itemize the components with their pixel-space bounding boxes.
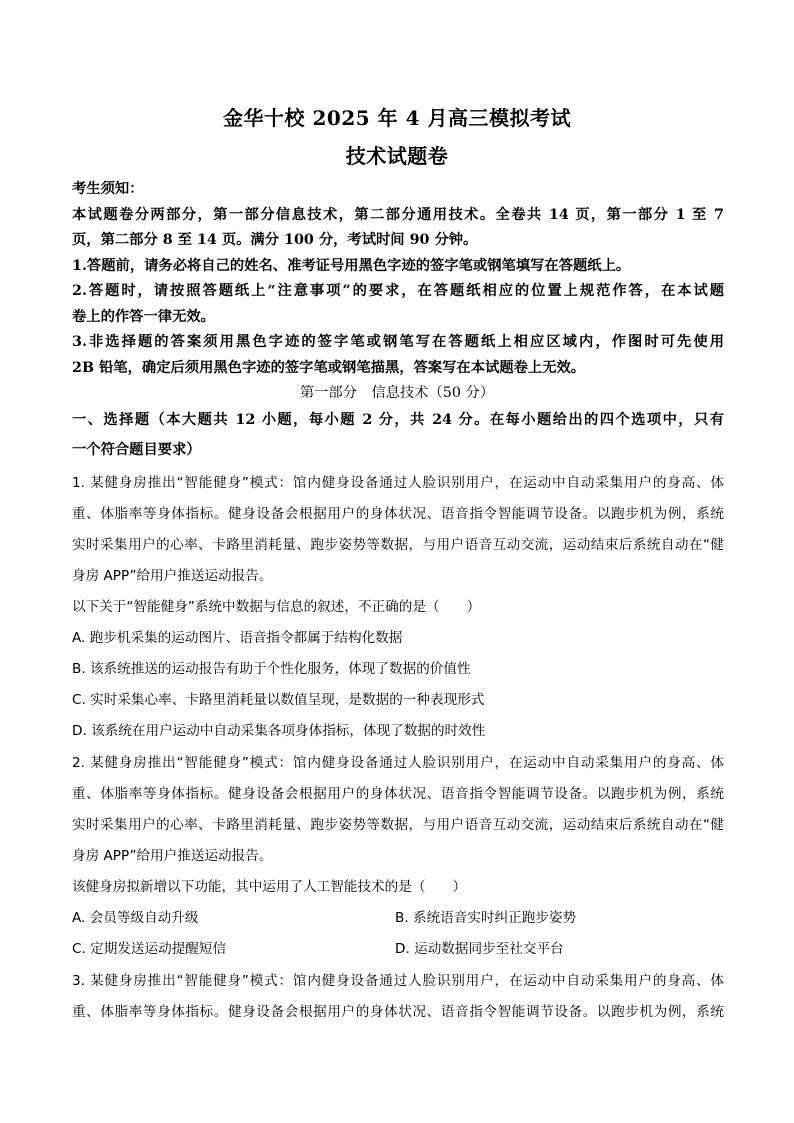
- notice-heading: 考生须知：: [72, 181, 144, 197]
- notice-line: 卷上的作答一律无效。: [72, 309, 215, 325]
- q2-question: 该健身房拟新增以下功能，其中运用了人工智能技术的是（ ）: [72, 879, 467, 895]
- q1-option-a: A. 跑步机采集的运动图片、语音指令都属于结构化数据: [72, 630, 403, 646]
- section-heading: 一、选择题（本大题共 12 小题，每小题 2 分，共 24 分。在每小题给出的四个选项中，只有: [72, 412, 724, 428]
- part-heading: 第一部分 信息技术（50 分）: [299, 385, 495, 401]
- q1-option-d: D. 该系统在用户运动中自动采集各项身体指标，体现了数据的时效性: [72, 723, 486, 739]
- q3-stem-line: 3. 某健身房推出“智能健身”模式：馆内健身设备通过人脸识别用户，在运动中自动采集用户的身高、体: [72, 973, 724, 989]
- q1-stem-line: 实时采集用户的心率、卡路里消耗量、跑步姿势等数据，与用户语音互动交流，运动结束后系统自动在“健: [72, 537, 724, 553]
- q3-stem-line: 重、体脂率等身体指标。健身设备会根据用户的身体状况、语音指令智能调节设备。以跑步机为例，系统: [72, 1004, 724, 1020]
- notice-line: 本试题卷分两部分，第一部分信息技术，第二部分通用技术。全卷共 14 页，第一部分 1 至 7: [72, 207, 724, 223]
- q2-option-c: C. 定期发送运动提醒短信: [72, 941, 227, 957]
- q2-stem-line: 2. 某健身房推出“智能健身”模式：馆内健身设备通过人脸识别用户，在运动中自动采集用户的身高、体: [72, 755, 724, 771]
- q1-question: 以下关于“智能健身”系统中数据与信息的叙述，不正确的是（ ）: [72, 599, 481, 615]
- q2-stem-line: 身房 APP”给用户推送运动报告。: [72, 848, 273, 864]
- q2-option-row: [72, 939, 724, 959]
- q2-option-a: A. 会员等级自动升级: [72, 910, 199, 926]
- notice-line: 2B 铅笔，确定后须用黑色字迹的签字笔或钢笔描黑，答案写在本试题卷上无效。: [72, 360, 586, 376]
- q2-stem-line: 实时采集用户的心率、卡路里消耗量、跑步姿势等数据，与用户语音互动交流，运动结束后系统自动在“健: [72, 817, 724, 833]
- exam-subtitle: 技术试题卷: [345, 144, 449, 168]
- q2-stem-line: 重、体脂率等身体指标。健身设备会根据用户的身体状况、语音指令智能调节设备。以跑步机为例，系统: [72, 786, 724, 802]
- notice-line: 1.答题前，请务必将自己的姓名、准考证号用黑色字迹的签字笔或钢笔填写在答题纸上。: [72, 258, 631, 274]
- section-heading-cont: 一个符合题目要求）: [72, 442, 201, 458]
- exam-title: 金华十校 2025 年 4 月高三模拟考试: [223, 106, 571, 130]
- notice-line: 3.非选择题的答案须用黑色字迹的签字笔或钢笔写在答题纸上相应区域内，作图时可先使用: [72, 334, 724, 350]
- q2-option-d: D. 运动数据同步至社交平台: [395, 941, 564, 957]
- q1-option-b: B. 该系统推送的运动报告有助于个性化服务，体现了数据的价值性: [72, 661, 471, 677]
- notice-line: 2.答题时，请按照答题纸上“注意事项”的要求，在答题纸相应的位置上规范作答，在本试题: [72, 283, 724, 299]
- notice-line: 页，第二部分 8 至 14 页。满分 100 分，考试时间 90 分钟。: [72, 232, 478, 248]
- q1-option-c: C. 实时采集心率、卡路里消耗量以数值呈现，是数据的一种表现形式: [72, 692, 485, 708]
- q1-stem-line: 重、体脂率等身体指标。健身设备会根据用户的身体状况、语音指令智能调节设备。以跑步机为例，系统: [72, 506, 724, 522]
- q2-option-b: B. 系统语音实时纠正跑步姿势: [395, 910, 577, 926]
- q2-option-row: [72, 908, 724, 928]
- q1-stem-line: 1. 某健身房推出“智能健身”模式：馆内健身设备通过人脸识别用户，在运动中自动采集用户的身高、体: [72, 475, 724, 491]
- q1-stem-line: 身房 APP”给用户推送运动报告。: [72, 568, 273, 584]
